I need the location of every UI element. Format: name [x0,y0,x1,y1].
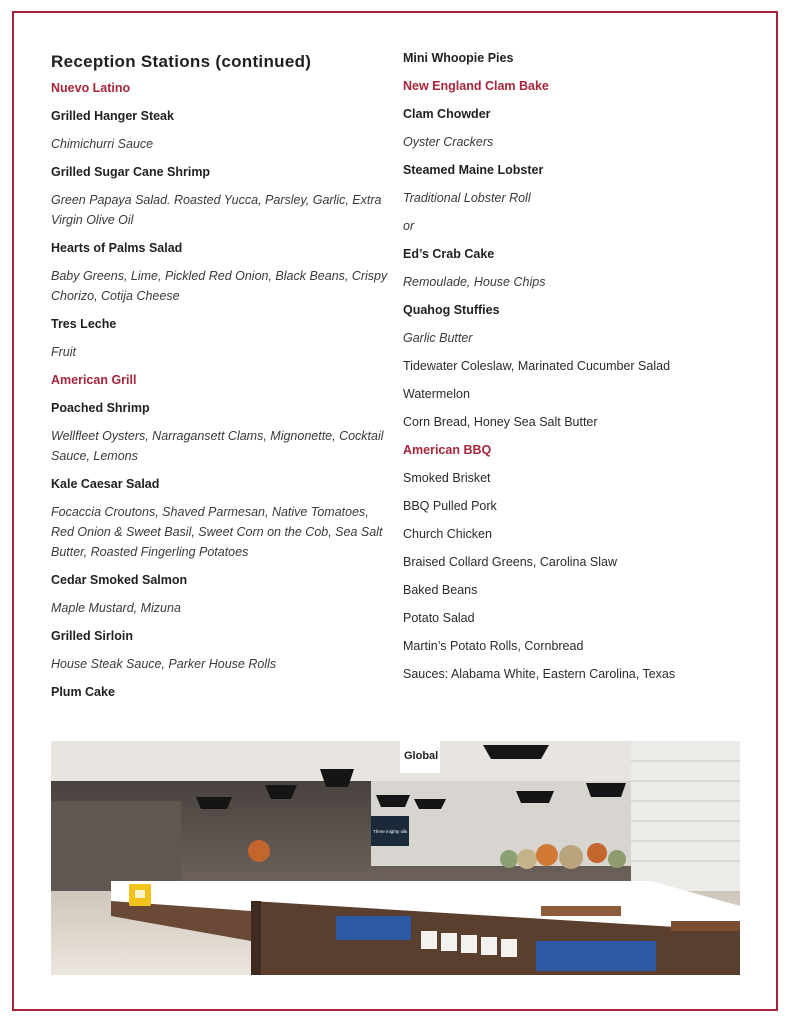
station-heading: New England Clam Bake [403,79,549,93]
dish-description: Green Papaya Salad. Roasted Yucca, Parsley, Garlic, Extra Virgin Olive Oil [51,193,382,227]
menu-screen-text: Three mighty oils [373,829,408,834]
dish-description: Traditional Lobster Roll [403,191,531,205]
dish-description: Baby Greens, Lime, Pickled Red Onion, Black Beans, Crispy Chorizo, Cotija Cheese [51,269,388,303]
dish-description: Chimichurri Sauce [51,137,154,151]
menu-item: Tidewater Coleslaw, Marinated Cucumber Salad [403,359,671,373]
dish-name: Grilled Sirloin [51,629,133,643]
menu-item: Potato Salad [403,611,475,625]
dish-name: Quahog Stuffies [403,303,500,317]
station-heading: American BBQ [403,443,492,457]
dish-description: House Steak Sauce, Parker House Rolls [51,657,277,671]
dish-name: Poached Shrimp [51,401,150,415]
menu-item: Smoked Brisket [403,471,491,485]
menu-item: Watermelon [403,387,470,401]
dish-name: Kale Caesar Salad [51,477,160,491]
station-heading: American Grill [51,373,137,387]
dish-description: Wellfleet Oysters, Narragansett Clams, Mignonette, Cocktail Sauce, Lemons [51,429,384,463]
menu-item: BBQ Pulled Pork [403,499,497,513]
dish-name: Ed’s Crab Cake [403,247,495,261]
dish-name: Grilled Hanger Steak [51,109,174,123]
menu-item: Baked Beans [403,583,478,597]
left-menu-column [51,48,391,710]
dish-description: Garlic Butter [403,331,473,345]
menu-item: Martin’s Potato Rolls, Cornbread [403,639,584,653]
dish-name: Cedar Smoked Salmon [51,573,188,587]
right-menu-column [403,48,743,692]
menu-item: Corn Bread, Honey Sea Salt Butter [403,415,598,429]
dish-name: Clam Chowder [403,107,491,121]
dish-description: Focaccia Croutons, Shaved Parmesan, Native Tomatoes, Red Onion & Sweet Basil, Sweet Corn on the Cob, Sea Salt Butter, Roasted Fingerling Potatoes [51,505,383,559]
left-menu-list [51,78,391,702]
global-sign-text: Global [404,750,439,762]
dish-description: Remoulade, House Chips [403,275,546,289]
station-heading: Nuevo Latino [51,81,131,95]
buffet-station-photo [51,741,740,975]
buffet-illustration [51,741,740,975]
menu-item: Sauces: Alabama White, Eastern Carolina, Texas [403,667,676,681]
page-title: Reception Stations (continued) [51,52,312,71]
dish-description: or [403,219,415,233]
dish-name: Grilled Sugar Cane Shrimp [51,165,211,179]
dish-description: Oyster Crackers [403,135,494,149]
dish-description: Maple Mustard, Mizuna [51,601,181,615]
dish-description: Fruit [51,345,76,359]
dish-name: Mini Whoopie Pies [403,51,514,65]
dish-name: Steamed Maine Lobster [403,163,544,177]
dish-name: Plum Cake [51,685,115,699]
menu-item: Church Chicken [403,527,492,541]
dish-name: Tres Leche [51,317,117,331]
right-menu-list [403,48,743,684]
dish-name: Hearts of Palms Salad [51,241,183,255]
menu-item: Braised Collard Greens, Carolina Slaw [403,555,617,569]
